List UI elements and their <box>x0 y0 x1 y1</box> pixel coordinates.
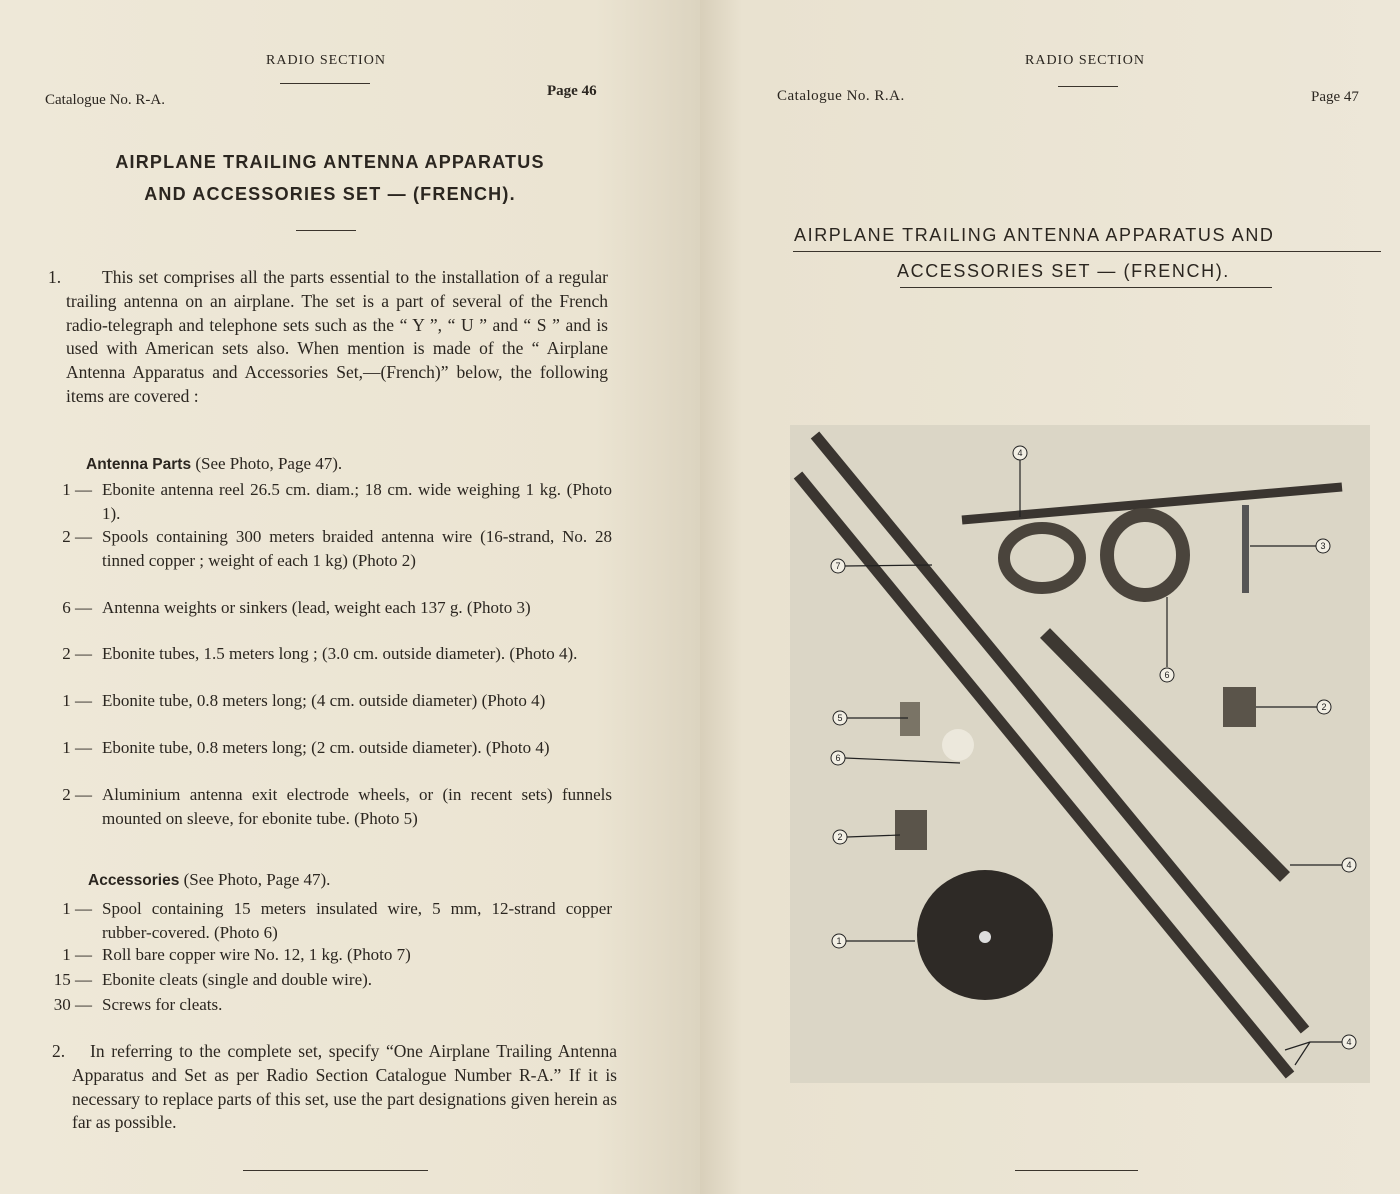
item-text: Ebonite tube, 0.8 meters long; (2 cm. outside diameter). (Photo 4) <box>102 738 550 757</box>
item-text: Ebonite tube, 0.8 meters long; (4 cm. outside diameter) (Photo 4) <box>102 691 546 710</box>
cleat <box>942 729 974 761</box>
sinkers <box>1242 505 1249 593</box>
paragraph-2 <box>52 1040 617 1135</box>
title-underline-1 <box>793 251 1381 252</box>
item-text: Roll bare copper wire No. 12, 1 kg. (Photo 7) <box>102 945 411 964</box>
paragraph-number: 1. <box>48 267 62 287</box>
section-header: RADIO SECTION <box>266 53 386 68</box>
callout-number: 4 <box>1017 448 1023 458</box>
antenna-parts-heading <box>86 454 342 474</box>
paragraph-number: 2. <box>52 1041 66 1061</box>
title-line-2: ACCESSORIES SET — (FRENCH). <box>897 261 1230 281</box>
callout-number: 5 <box>837 713 843 723</box>
item-qty: 2 — <box>62 527 92 546</box>
item-text: Spool containing 15 meters insulated wire, 5 mm, 12-strand copper rubber-covered. (Photo 6) <box>102 899 612 942</box>
item-qty: 2 — <box>62 644 92 663</box>
callout-number: 7 <box>835 561 841 571</box>
electrode-wheel <box>900 702 920 736</box>
antenna-parts-photo <box>790 425 1370 1083</box>
callout-number: 2 <box>837 832 843 842</box>
title-line-1: AIRPLANE TRAILING ANTENNA APPARATUS <box>115 152 545 172</box>
accessories-heading <box>88 870 330 890</box>
callout-number: 6 <box>1164 670 1170 680</box>
callout-number: 4 <box>1346 860 1352 870</box>
footer-rule <box>243 1170 428 1171</box>
page-number: Page 46 <box>547 83 597 99</box>
item-qty: 15 — <box>53 970 92 989</box>
heading-ref: (See Photo, Page 47). <box>183 870 331 889</box>
item-qty: 1 — <box>62 899 92 918</box>
catalogue-number: Catalogue No. R.A. <box>777 88 905 104</box>
item-text: Ebonite antenna reel 26.5 cm. diam.; 18 cm. wide weighing 1 kg. (Photo 1). <box>102 480 612 523</box>
title-line-1: AIRPLANE TRAILING ANTENNA APPARATUS AND <box>794 225 1275 245</box>
item-qty: 30 — <box>53 995 92 1014</box>
callout-number: 2 <box>1321 702 1327 712</box>
page-title <box>60 146 600 210</box>
item-text: Ebonite tubes, 1.5 meters long ; (3.0 cm. outside diameter). (Photo 4). <box>102 644 578 663</box>
item-qty: 6 — <box>62 598 92 617</box>
footer-rule <box>1015 1170 1138 1171</box>
paragraph-1 <box>48 266 608 409</box>
title-rule <box>296 230 356 231</box>
section-header: RADIO SECTION <box>1025 53 1145 68</box>
callout-number: 4 <box>1346 1037 1352 1047</box>
callout-number: 1 <box>836 936 842 946</box>
catalogue-number: Catalogue No. R-A. <box>45 92 165 108</box>
heading-label: Antenna Parts <box>86 456 192 473</box>
item-text: Antenna weights or sinkers (lead, weight each 137 g. (Photo 3) <box>102 598 531 617</box>
paragraph-text: This set comprises all the parts essential to the installation of a regular trailing antenna on an airplane. The set is a part of several of the French radio-telegraph and telephone sets such as the “ Y ”, “ U ” and “ S ” and is used with American sets also. When mention is made of the “ Airplane Antenna Apparatus and Accessories Set,—(French)” below, the following items are covered : <box>66 267 608 406</box>
photo-illustration <box>790 425 1370 1083</box>
item-qty: 1 — <box>62 480 92 499</box>
spool-2-left <box>895 810 927 850</box>
callout-number: 3 <box>1320 541 1326 551</box>
right-page-47 <box>700 0 1400 1194</box>
header-rule <box>1058 86 1118 87</box>
item-text: Ebonite cleats (single and double wire). <box>102 970 373 989</box>
item-text: Aluminium antenna exit electrode wheels, or (in recent sets) funnels mounted on sleeve, for ebonite tube. (Photo 5) <box>102 785 612 828</box>
page-number: Page 47 <box>1311 89 1359 105</box>
spool-2-right <box>1223 687 1256 727</box>
callout-number: 6 <box>835 753 841 763</box>
heading-label: Accessories <box>88 872 180 889</box>
item-text: Screws for cleats. <box>102 995 223 1014</box>
header-rule <box>280 83 370 84</box>
item-qty: 1 — <box>62 945 92 964</box>
item-qty: 2 — <box>62 785 92 804</box>
title-underline-2 <box>900 287 1272 288</box>
heading-ref: (See Photo, Page 47). <box>195 454 343 473</box>
item-qty: 1 — <box>62 691 92 710</box>
title-line-2: AND ACCESSORIES SET — (FRENCH). <box>144 184 516 204</box>
item-qty: 1 — <box>62 738 92 757</box>
item-text: Spools containing 300 meters braided antenna wire (16-strand, No. 28 tinned copper ; weight of each 1 kg) (Photo 2) <box>102 527 612 570</box>
paragraph-text: In referring to the complete set, specify “One Airplane Trailing Antenna Apparatus and Set as per Radio Section Catalogue Number R-A.” If it is necessary to replace parts of this set, use the part designations given herein as far as possible. <box>72 1041 617 1133</box>
